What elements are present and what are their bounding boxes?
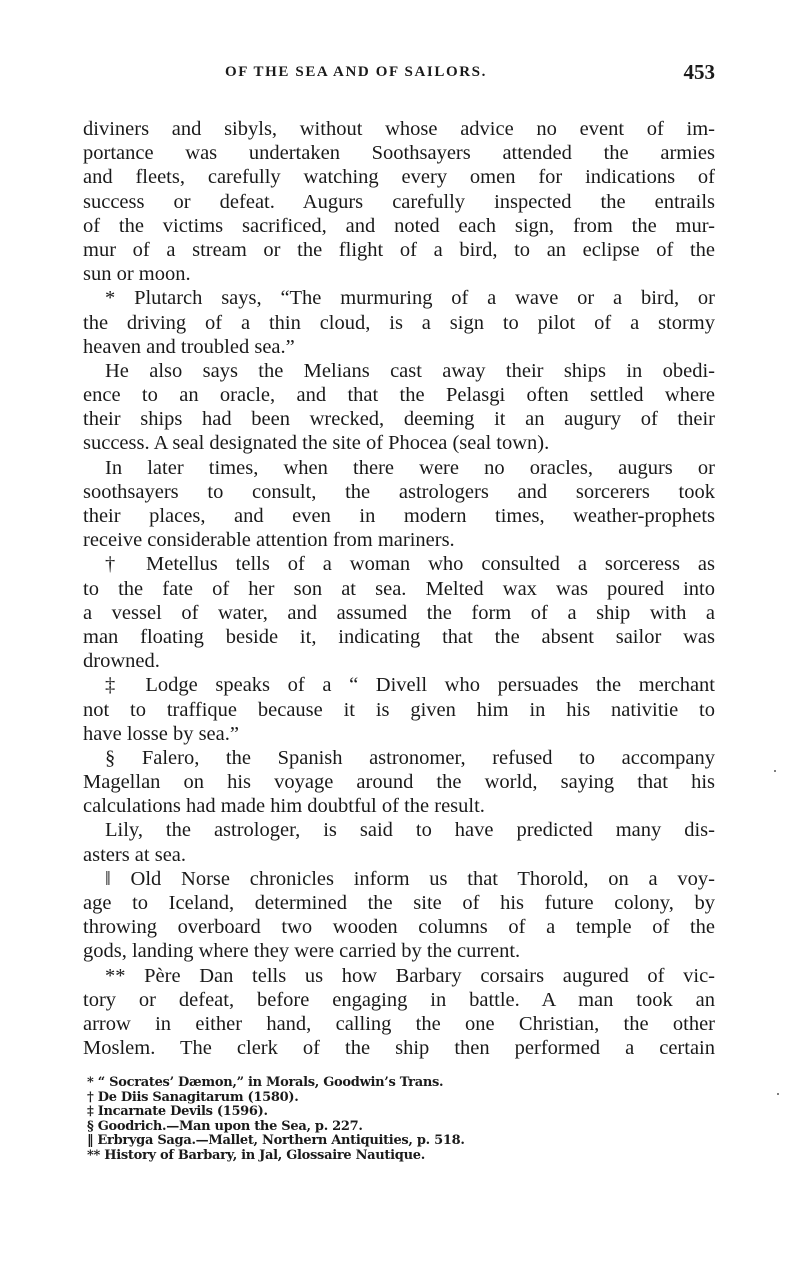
paragraph: [83, 964, 715, 1061]
text-line: Lily, the astrologer, is said to have predicted many dis-: [105, 819, 715, 842]
text-line: have losse by sea.”: [83, 722, 239, 745]
text-line: tory or defeat, before engaging in battle. A man took an: [83, 988, 715, 1011]
text-line: gods, landing where they were carried by the current.: [83, 940, 521, 963]
scan-speck: [777, 1093, 779, 1095]
text-line: Moslem. The clerk of the ship then performed a certain: [83, 1037, 715, 1060]
footnote: ‡ Incarnate Devils (1596).: [87, 1104, 268, 1120]
text-line: drowned.: [83, 650, 160, 673]
text-line: to the fate of her son at sea. Melted wax was poured into: [83, 577, 715, 600]
paragraph: [83, 818, 715, 866]
text-line: asters at sea.: [83, 843, 187, 866]
text-line: mur of a stream or the flight of a bird, to an eclipse of the: [83, 238, 715, 261]
text-line: In later times, when there were no oracles, augurs or: [105, 456, 715, 479]
body-text: [83, 117, 715, 1060]
text-line: * Plutarch says, “The murmuring of a wave or a bird, or: [105, 287, 715, 310]
footnote: ‖ Erbryga Saga.—Mallet, Northern Antiquities, p. 518.: [87, 1133, 465, 1149]
footnote: ** History of Barbary, in Jal, Glossaire Nautique.: [87, 1147, 425, 1163]
footnote: † De Diis Sanagitarum (1580).: [87, 1089, 299, 1105]
text-line: their places, and even in modern times, weather-prophets: [83, 505, 715, 527]
paragraph: [83, 552, 715, 673]
text-line: portance was undertaken Soothsayers attended the armies: [83, 142, 715, 165]
text-line: not to traffique because it is given him in his nativitie to: [83, 698, 715, 721]
paragraph: [83, 746, 715, 819]
paragraph: [83, 456, 715, 553]
text-line: He also says the Melians cast away their ships in obedi-: [105, 359, 715, 382]
footnote: § Goodrich.—Man upon the Sea, p. 227.: [87, 1118, 363, 1134]
text-line: throwing overboard two wooden columns of a temple of the: [83, 916, 715, 939]
text-line: † Metellus tells of a woman who consulted a sorceress as: [105, 553, 715, 576]
text-line: and fleets, carefully watching every omen for indications of: [83, 166, 715, 189]
text-line: man floating beside it, indicating that the absent sailor was: [83, 625, 715, 648]
text-line: arrow in either hand, calling the one Christian, the other: [83, 1012, 715, 1035]
text-line: receive considerable attention from mariners.: [83, 529, 455, 552]
footnotes: [87, 1076, 547, 1164]
footnote: * “ Socrates’ Dæmon,” in Morals, Goodwin’s Trans.: [87, 1075, 444, 1090]
text-line: calculations had made him doubtful of the result.: [83, 795, 485, 818]
text-line: Magellan on his voyage around the world, saying that his: [83, 771, 715, 794]
text-line: ence to an oracle, and that the Pelasgi often settled where: [83, 384, 715, 407]
running-header: [83, 60, 715, 88]
text-line: soothsayers to consult, the astrologers and sorcerers took: [83, 480, 715, 503]
text-line: the driving of a thin cloud, is a sign to pilot of a stormy: [83, 311, 715, 334]
paragraph: [83, 359, 715, 456]
text-line: heaven and troubled sea.”: [83, 335, 295, 358]
text-line: a vessel of water, and assumed the form of a ship with a: [83, 601, 715, 624]
paragraph: [83, 117, 715, 286]
text-line: their ships had been wrecked, deeming it an augury of their: [83, 408, 715, 431]
text-line: success or defeat. Augurs carefully inspected the entrails: [83, 190, 715, 213]
scan-speck: [774, 770, 776, 772]
text-line: ** Père Dan tells us how Barbary corsairs augured of vic-: [105, 964, 715, 987]
paragraph: [83, 286, 715, 359]
text-line: age to Iceland, determined the site of his future colony, by: [83, 892, 715, 914]
running-title: OF THE SEA AND OF SAILORS.: [225, 64, 487, 80]
text-line: diviners and sibyls, without whose advice no event of im-: [83, 118, 715, 140]
text-line: § Falero, the Spanish astronomer, refused to accompany: [105, 746, 715, 769]
text-line: of the victims sacrificed, and noted each sign, from the mur-: [83, 214, 715, 237]
text-line: ‡ Lodge speaks of a “ Divell who persuades the merchant: [105, 674, 715, 697]
text-line: ‖ Old Norse chronicles inform us that Thorold, on a voy-: [105, 867, 715, 890]
page-number: 453: [683, 60, 715, 84]
paragraph: [83, 867, 715, 964]
paragraph: [83, 673, 715, 746]
text-line: success. A seal designated the site of Phocea (seal town).: [83, 432, 550, 455]
text-line: sun or moon.: [83, 263, 191, 286]
